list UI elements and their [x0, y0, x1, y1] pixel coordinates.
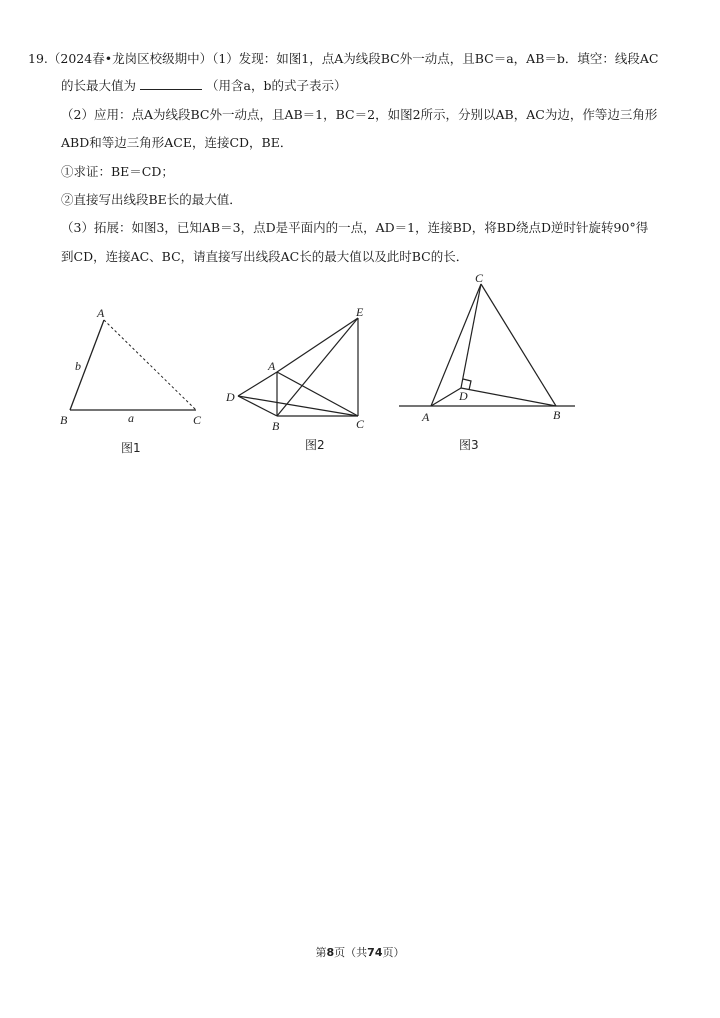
page-footer	[0, 944, 720, 960]
footer-suffix: 页）	[382, 946, 405, 959]
page-total: 74	[367, 946, 383, 959]
problem-line-1: 19.（2024春•龙岗区校级期中）（1）发现：如图1，点A为线段BC外一动点，且BC＝a，AB＝b．填空：线段AC	[28, 51, 659, 66]
label-b-point: B	[60, 413, 68, 427]
label-d-point: D	[459, 389, 468, 403]
label-e-point: E	[356, 305, 364, 319]
footer-prefix: 第	[315, 946, 327, 959]
problem-line-4: ABD和等边三角形ACE，连接CD，BE．	[61, 135, 293, 150]
problem-line-2-prefix: 的长最大值为	[61, 78, 137, 93]
label-a-point: A	[97, 306, 105, 320]
segment-cb	[481, 284, 556, 406]
label-c-point: C	[475, 271, 484, 285]
label-a-side: a	[128, 411, 134, 425]
figure-2-caption: 图2	[305, 438, 325, 452]
figure-3-caption: 图3	[459, 438, 479, 452]
label-b-point: B	[553, 408, 561, 422]
label-b-point: B	[272, 419, 280, 433]
label-a-point: A	[268, 359, 276, 373]
segment-db	[461, 388, 556, 406]
problem-line-7: （3）拓展：如图3，已知AB＝3，点D是平面内的一点，AD＝1，连接BD，将BD绕点D逆时针旋转90°得	[61, 220, 649, 235]
problem-line-6: ②直接写出线段BE长的最大值．	[61, 192, 242, 207]
label-d-point: D	[226, 390, 235, 404]
problem-line-5: ①求证：BE＝CD；	[61, 164, 174, 179]
figure-1-caption: 图1	[121, 441, 141, 455]
page-number: 8	[326, 946, 335, 959]
label-b-side: b	[75, 359, 81, 373]
problem-line-2-suffix: （用含a，b的式子表示）	[206, 78, 347, 93]
label-c-point: C	[356, 417, 365, 431]
segment-cd	[461, 284, 481, 388]
label-c-point: C	[193, 413, 202, 427]
problem-line-8: 到CD，连接AC、BC，请直接写出线段AC长的最大值以及此时BC的长．	[61, 249, 469, 264]
footer-middle: 页（共	[334, 946, 368, 959]
segment-ca	[431, 284, 481, 406]
label-a-point: A	[422, 410, 430, 424]
problem-line-3: （2）应用：点A为线段BC外一动点，且AB＝1，BC＝2，如图2所示，分别以AB，AC为边，作等边三角形	[61, 107, 658, 122]
segment-ad	[431, 388, 461, 406]
